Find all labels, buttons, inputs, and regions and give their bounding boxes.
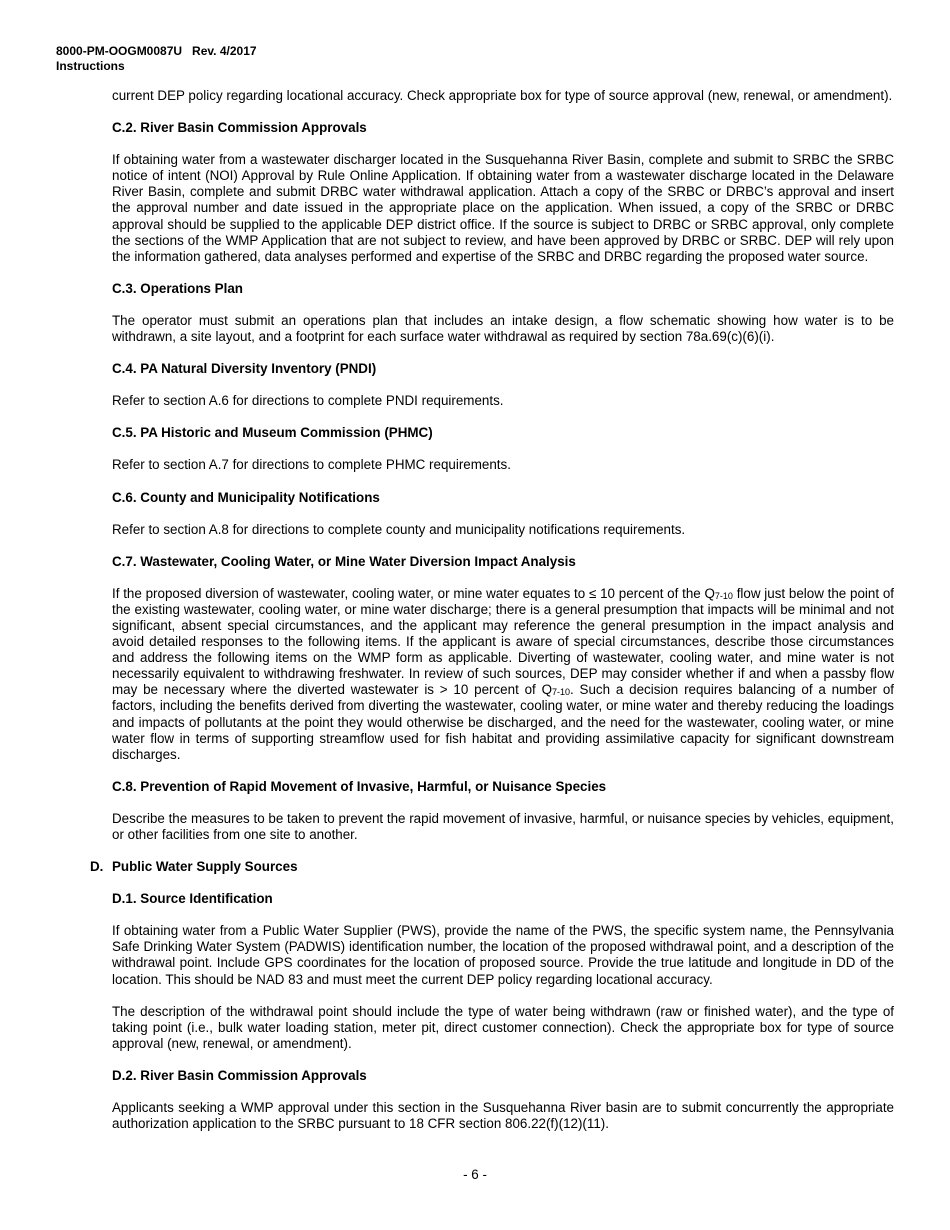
section-c4-body: Refer to section A.6 for directions to complete PNDI requirements. xyxy=(112,393,504,409)
section-d-title: Public Water Supply Sources xyxy=(112,859,298,875)
form-id: 8000-PM-OOGM0087U xyxy=(56,44,183,58)
section-c8-body: Describe the measures to be taken to prevent the rapid movement of invasive, harmful, or nuisance species by vehicles, equipment, or other facilities from one site to another. xyxy=(112,810,894,842)
section-c5-heading: C.5. PA Historic and Museum Commission (PHMC) xyxy=(112,425,433,441)
page-body xyxy=(90,88,894,1132)
section-d1-body-2: The description of the withdrawal point should include the type of water being withdrawn (raw or finished water), and the type of taking point (i.e., bulk water loading station, meter pit, direct customer connection). Check the appropriate box for type of source approval (new, renewal, or amendment). xyxy=(112,1003,894,1051)
section-d-letter: D. xyxy=(90,859,104,875)
page-number: - 6 - xyxy=(463,1167,487,1182)
section-c2-heading: C.2. River Basin Commission Approvals xyxy=(112,120,367,136)
section-c2-body: If obtaining water from a wastewater discharger located in the Susquehanna River Basin, complete and submit to SRBC the SRBC notice of intent (NOI) Approval by Rule Online Application. If obtaining water from a wastewater discharge located in the Delaware River Basin, complete and submit DRBC water withdrawal application. Attach a copy of the SRBC or DRBC’s approval and insert the approval number and date issued in the appropriate place on the application. When issued, a copy of the SRBC or DRBC approval should be supplied to the applicable DEP district office. If the source is subject to DRBC or SRBC approval, only complete the sections of the WMP Application that are not subject to review, and have been approved by DRBC or SRBC. DEP will rely upon the information gathered, data analyses performed and expertise of the SRBC and DRBC regarding the proposed water source. xyxy=(112,152,894,264)
section-d2-body: Applicants seeking a WMP approval under this section in the Susquehanna River basin are to submit concurrently the appropriate authorization application to the SRBC pursuant to 18 CFR section 806.22(f)(12)(11). xyxy=(112,1100,894,1132)
section-d2-heading: D.2. River Basin Commission Approvals xyxy=(112,1067,367,1083)
section-d1-body-1: If obtaining water from a Public Water Supplier (PWS), provide the name of the PWS, the specific system name, the Pennsylvania Safe Drinking Water System (PADWIS) identification number, the location of the proposed withdrawal point, and a description of the withdrawal point. Include GPS coordinates for the location of proposed source. Provide the true latitude and longitude in DD of the location. This should be NAD 83 and must meet the current DEP policy regarding locational accuracy. xyxy=(112,923,894,987)
section-c4-heading: C.4. PA Natural Diversity Inventory (PNDI) xyxy=(112,361,377,377)
q7-10-subscript: 7-10 xyxy=(552,687,571,698)
header-subtitle: Instructions xyxy=(56,59,125,73)
continued-paragraph: current DEP policy regarding locational accuracy. Check appropriate box for type of source approval (new, renewal, or amendment). xyxy=(112,88,893,103)
section-c6-body: Refer to section A.8 for directions to complete county and municipality notifications requirements. xyxy=(112,521,686,537)
section-c3-heading: C.3. Operations Plan xyxy=(112,280,243,296)
section-c3-body: The operator must submit an operations plan that includes an intake design, a flow schematic showing how water is to be withdrawn, a site layout, and a footprint for each surface water withdrawal as required by section 78a.69(c)(6)(i). xyxy=(112,312,894,345)
section-c7-heading: C.7. Wastewater, Cooling Water, or Mine Water Diversion Impact Analysis xyxy=(112,553,576,569)
q7-10-subscript: 7-10 xyxy=(714,590,733,601)
section-c8-heading: C.8. Prevention of Rapid Movement of Invasive, Harmful, or Nuisance Species xyxy=(112,778,607,794)
section-c6-heading: C.6. County and Municipality Notifications xyxy=(112,489,380,505)
section-d-heading xyxy=(90,859,894,875)
c7-text-part-2: flow just below the point of the existing wastewater, cooling water, or mine water discharge; there is a general presumption that impacts will be minimal and not significant, absent special circumstances, and the applicant may reference the general presumption in the impact analysis and avoid detailed responses to the following items. If the applicant is aware of special circumstances, describe those circumstances and address the following items on the WMP form as applicable. Diverting of wastewater, cooling water, and mine water is not necessarily equivalent to withdrawing freshwater. In review of such sources, DEP may consider whether if and when a passby flow may be necessary where the diverted wastewater is > 10 percent of Q xyxy=(112,585,894,698)
c7-text-part-1: If the proposed diversion of wastewater, cooling water, or mine water equates to ≤ 10 percent of the Q xyxy=(112,585,715,601)
header-line-1 xyxy=(56,44,257,59)
section-c5-body: Refer to section A.7 for directions to complete PHMC requirements. xyxy=(112,457,511,473)
section-c7-body xyxy=(112,586,894,763)
c7-text-part-3: . Such a decision requires balancing of a number of factors, including the benefits derived from diverting the wastewater, cooling water, or mine water and thereby reducing the loadings and impacts of pollutants at the point they would otherwise be discharged, and the need for the wastewater, cooling water, or mine water flow in terms of supporting streamflow used for fish habitat and providing assimilative capacity for significant downstream discharges. xyxy=(112,682,894,762)
section-d1-heading: D.1. Source Identification xyxy=(112,891,273,907)
revision-date: Rev. 4/2017 xyxy=(192,44,257,58)
document-header xyxy=(56,44,257,74)
